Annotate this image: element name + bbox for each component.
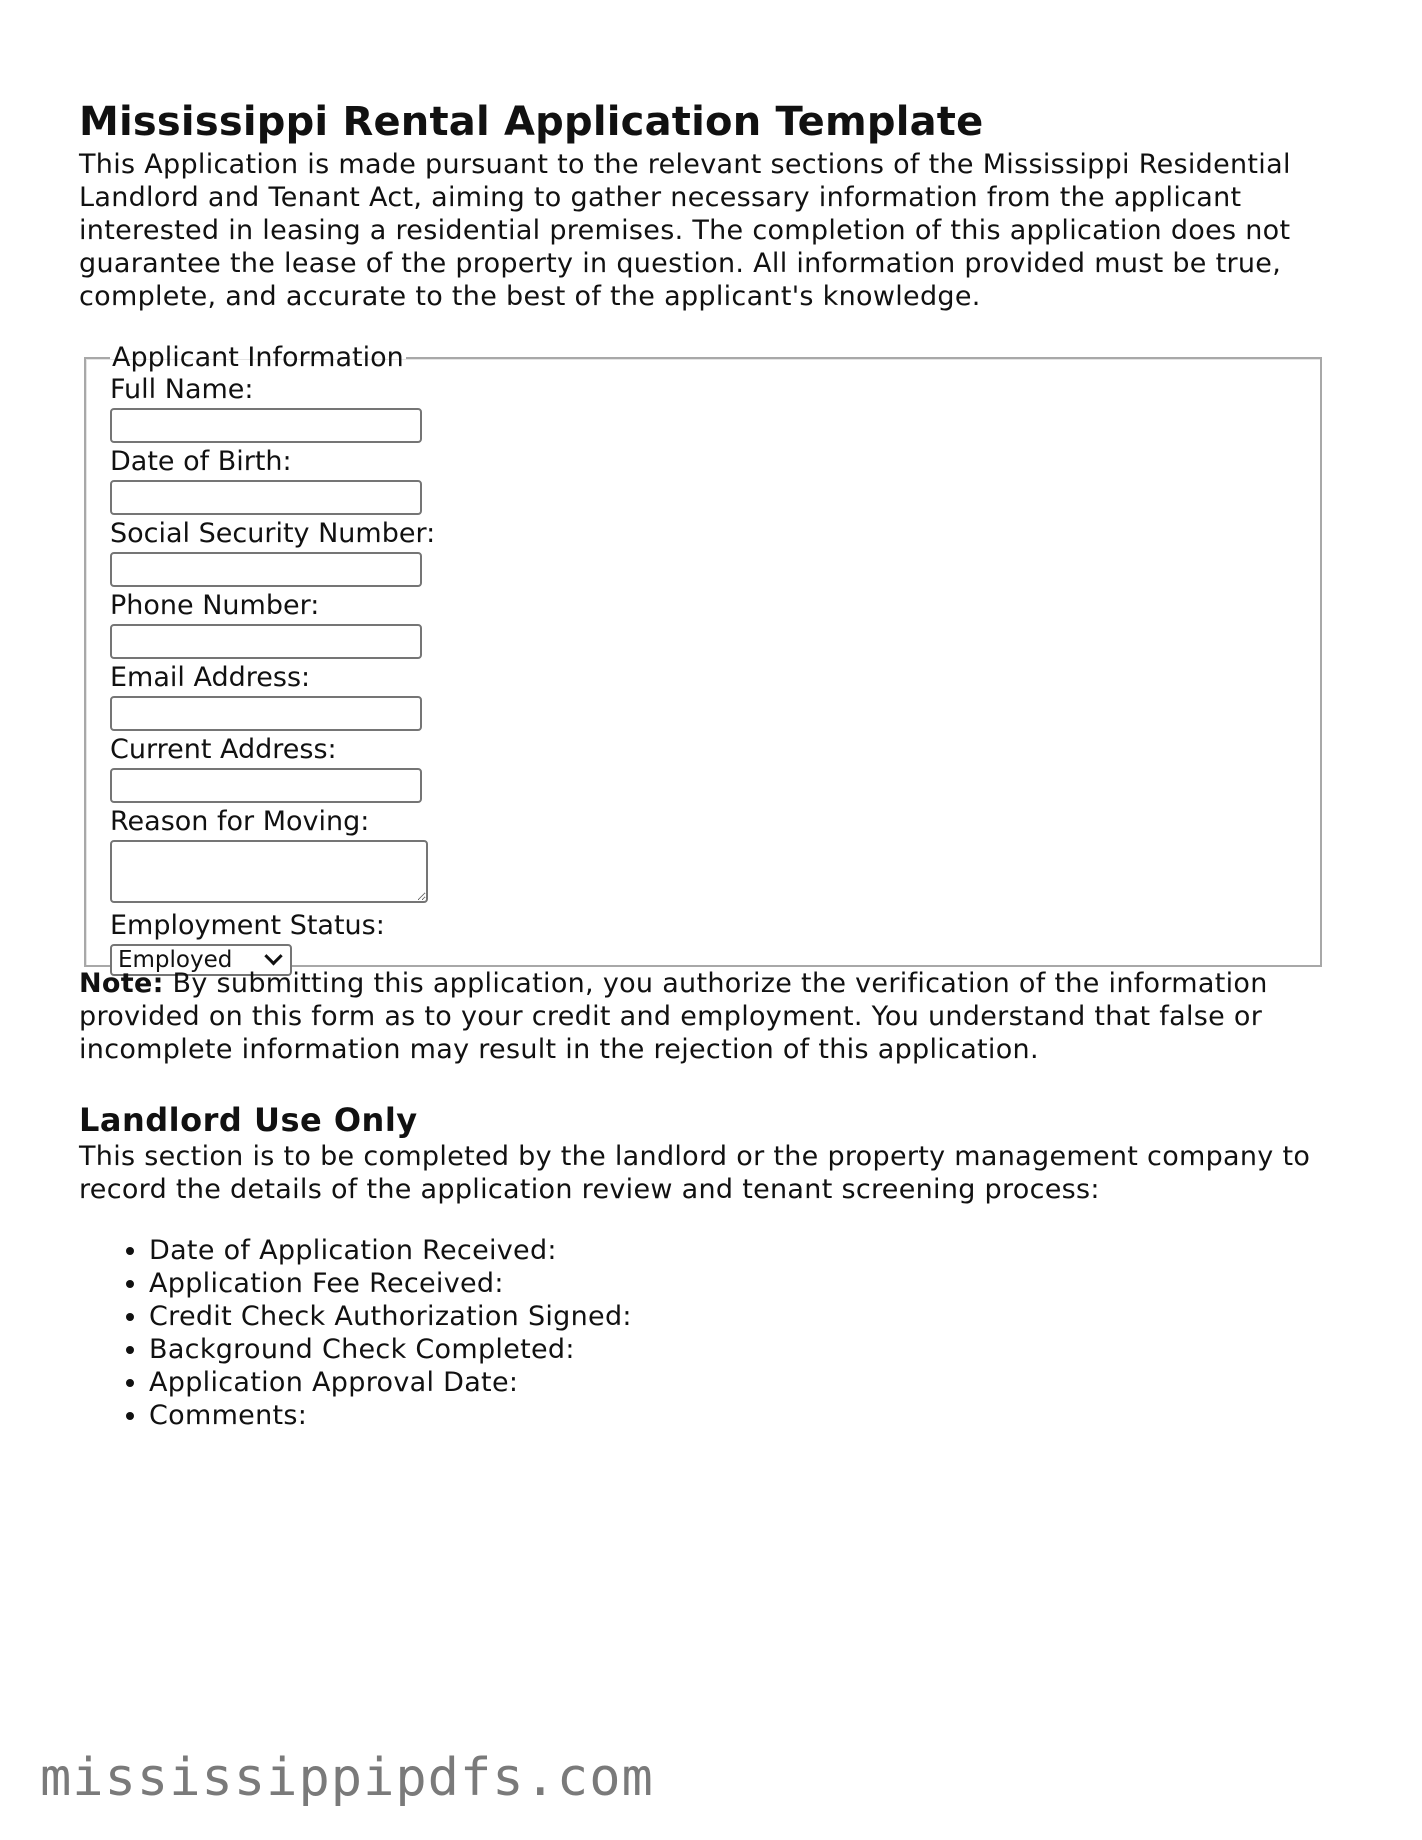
email-address-label: Email Address: xyxy=(110,662,311,693)
employment-status-label: Employment Status: xyxy=(110,910,385,941)
reason-for-moving-label: Reason for Moving: xyxy=(110,806,370,837)
note-text: By submitting this application, you authorize the verification of the information provided on this form as to your credit and employment. You understand that false or incomplete information may result in the rejection of this application. xyxy=(79,968,1268,1065)
applicant-information-fieldset xyxy=(84,342,1322,973)
list-item: • Credit Check Authorization Signed: xyxy=(149,1300,1349,1333)
applicant-information-legend: Applicant Information xyxy=(112,342,404,373)
email-address-input[interactable] xyxy=(110,696,422,731)
landlord-section-description: This section is to be completed by the landlord or the property management company to record the details of the application review and tenant screening process: xyxy=(79,1141,1311,1205)
current-address-input[interactable] xyxy=(110,768,422,803)
landlord-section-heading: Landlord Use Only xyxy=(79,1101,418,1139)
list-item: • Background Check Completed: xyxy=(149,1333,1349,1366)
date-of-birth-input[interactable] xyxy=(110,480,422,515)
list-item: • Date of Application Received: xyxy=(149,1234,1349,1267)
date-of-birth-label: Date of Birth: xyxy=(110,446,292,477)
document xyxy=(79,96,1349,1432)
ssn-input[interactable] xyxy=(110,552,422,587)
reason-for-moving-textarea[interactable] xyxy=(110,840,428,903)
full-name-label: Full Name: xyxy=(110,374,254,405)
list-item: • Application Approval Date: xyxy=(149,1366,1349,1399)
full-name-input[interactable] xyxy=(110,408,422,443)
phone-number-label: Phone Number: xyxy=(110,590,320,621)
landlord-checklist xyxy=(79,1234,1349,1432)
ssn-label: Social Security Number: xyxy=(110,518,436,549)
current-address-label: Current Address: xyxy=(110,734,337,765)
list-item: • Application Fee Received: xyxy=(149,1267,1349,1300)
note-label: Note: xyxy=(79,968,164,999)
page-title: Mississippi Rental Application Template xyxy=(79,99,984,145)
intro-paragraph: This Application is made pursuant to the relevant sections of the Mississippi Residential Landlord and Tenant Act, aiming to gather necessary information from the applicant interested in leasing a residential premises. The completion of this application does not guarantee the lease of the property in question. All information provided must be true, complete, and accurate to the best of the applicant's knowledge. xyxy=(79,149,1291,312)
watermark: mississippipdfs.com xyxy=(40,1748,654,1808)
employment-status-selected-value: Employed xyxy=(118,947,233,973)
chevron-down-icon xyxy=(264,947,282,965)
note-paragraph xyxy=(79,967,1349,1066)
list-item: • Comments: xyxy=(149,1399,1349,1432)
phone-number-input[interactable] xyxy=(110,624,422,659)
